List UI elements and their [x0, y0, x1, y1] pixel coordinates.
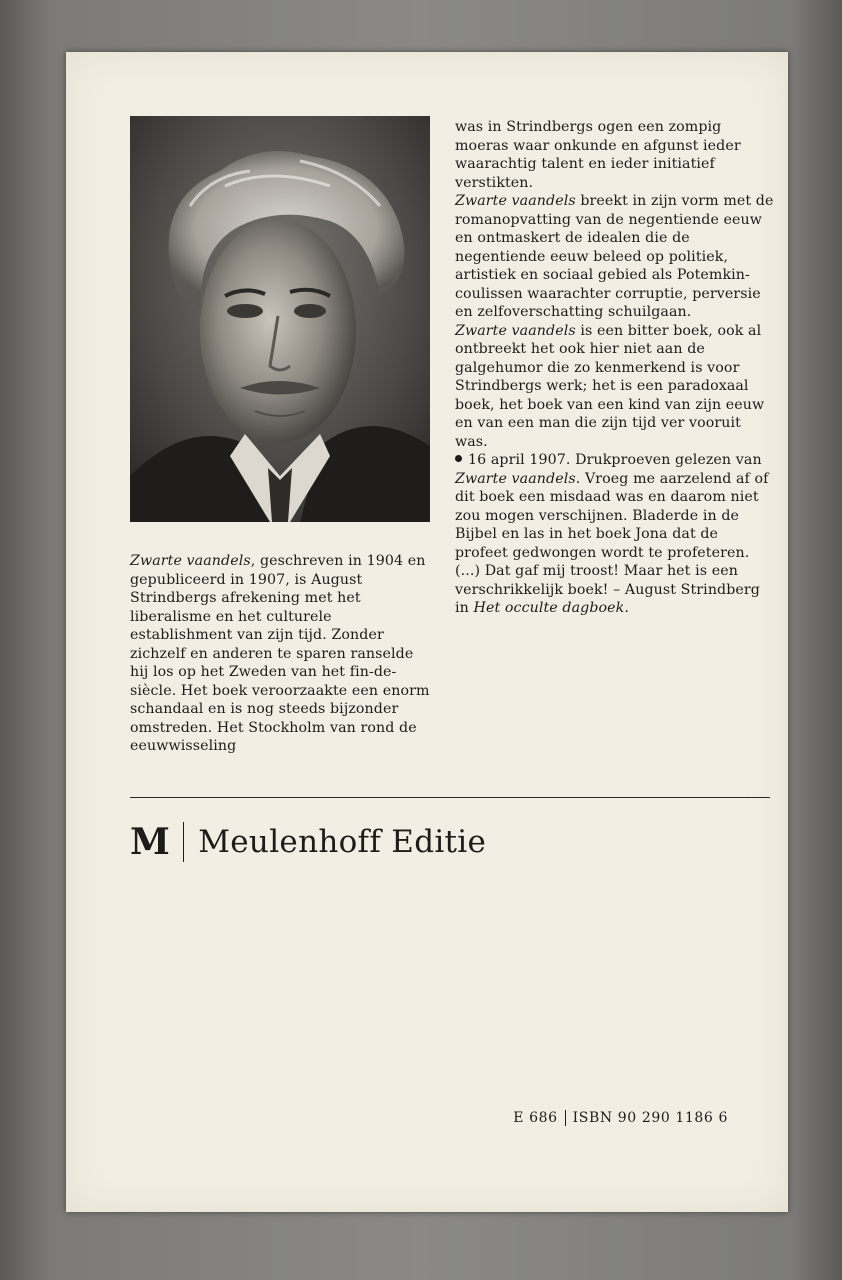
book-title-intro: Zwarte vaandels	[130, 553, 251, 569]
book-back-cover	[66, 52, 788, 1212]
divider-line	[130, 797, 770, 798]
catalog-info	[513, 1110, 728, 1126]
catalog-number: E 686	[513, 1110, 558, 1126]
third-paragraph-text: is een bitter boek, ook al ontbreekt het ook hier niet aan de galgehumor die zo kenmerkend is voor Strindbergs werk; het is een paradoxaal boek, het boek van een kind van zijn eeuw en van een man die zijn tijd ver vooruit was.	[455, 322, 765, 450]
diary-quote	[455, 451, 775, 618]
book-title-para2: Zwarte vaandels	[455, 193, 576, 209]
book-title-para3: Zwarte vaandels	[455, 322, 576, 339]
description-left-column	[130, 552, 436, 756]
third-paragraph	[455, 322, 775, 452]
description-right-column	[455, 118, 775, 618]
author-portrait-photo	[130, 116, 430, 522]
isbn-number: ISBN 90 290 1186 6	[572, 1110, 728, 1126]
publisher-name: Meulenhoff Editie	[198, 824, 487, 860]
quote-part2: . Vroeg me aarzelend af of dit boek een misdaad was en daarom niet zou mogen verschijnen. Bladerde in de Bijbel en las in het boek Jona dat de profeet gedwongen wordt te profeteren. (...) Dat gaf mij troost! Maar het is een verschrikkelijk boek! – August Strindberg in	[455, 470, 769, 616]
publisher-logo-letter: M	[130, 821, 171, 863]
publisher-logo	[130, 820, 486, 864]
second-paragraph	[455, 192, 775, 322]
portrait-illustration	[130, 116, 430, 522]
logo-separator	[183, 822, 184, 862]
intro-text: , geschreven in 1904 en gepubliceerd in 1907, is August Strindbergs afrekening met het liberalisme en het culturele establishment van zijn tijd. Zonder zichzelf en anderen te sparen ranselde hij los op het Zweden van het fin-de-siècle. Het boek veroorzaakte een enorm schandaal en is nog steeds bijzonder omstreden. Het Stockholm van rond de eeuwwisseling	[130, 553, 430, 754]
quote-part1: 16 april 1907. Drukproeven gelezen van	[468, 452, 762, 468]
quote-source: Het occulte dagboek	[473, 600, 625, 616]
intro-paragraph	[130, 552, 436, 756]
quote-end: .	[624, 600, 629, 616]
intro-continued-paragraph: was in Strindbergs ogen een zompig moeras waar onkunde en afgunst ieder waarachtig talent en ieder initiatief verstikten.	[455, 119, 741, 191]
book-title-quote: Zwarte vaandels	[455, 470, 576, 487]
second-paragraph-text: breekt in zijn vorm met de romanopvatting van de negentiende eeuw en ontmaskert de idealen die de negentiende eeuw beleed op politiek, artistiek en sociaal gebied als Potemkin-coulissen waarachter corruptie, perversie en zelfoverschatting schuilgaan.	[455, 193, 774, 320]
catalog-separator	[565, 1110, 566, 1126]
bullet-icon	[455, 455, 462, 462]
